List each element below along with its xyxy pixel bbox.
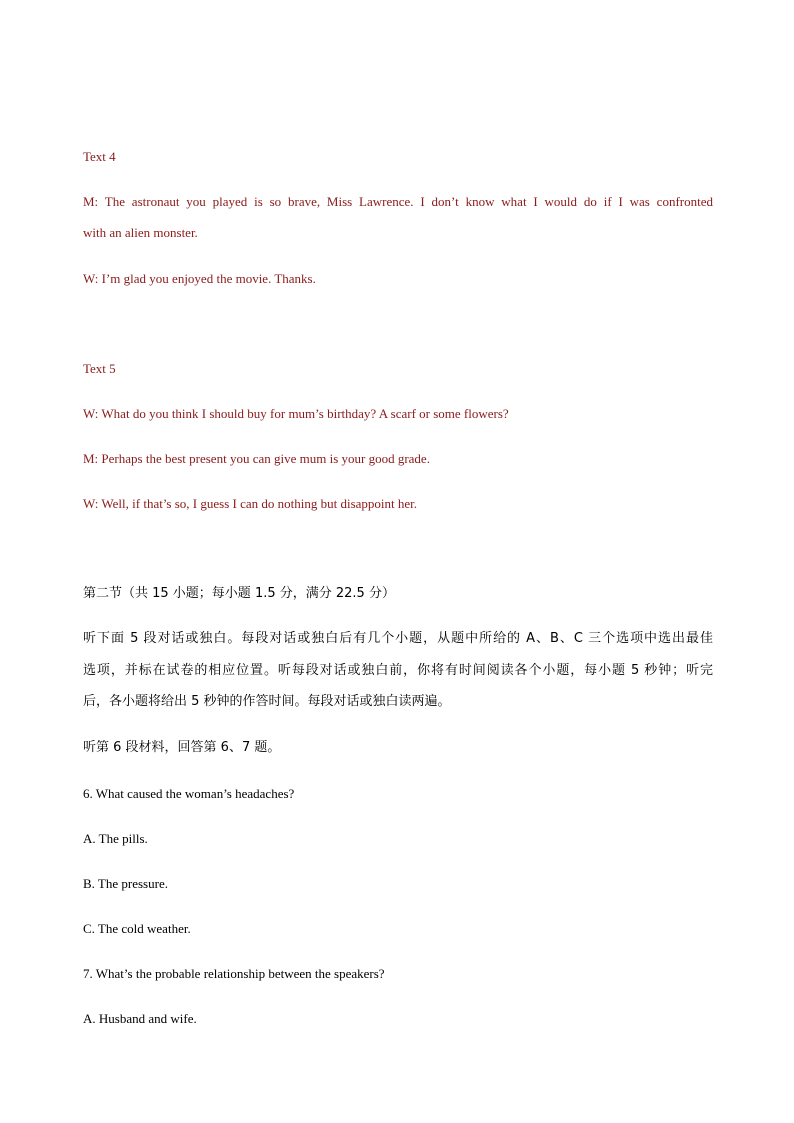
passage-intro: 听第 6 段材料，回答第 6、7 题。 — [83, 740, 281, 755]
question-7-stem: 7. What’s the probable relationship between the speakers? — [83, 966, 385, 981]
text5-man-line: M: Perhaps the best present you can give mum is your good grade. — [83, 451, 430, 466]
question-6-option-c: C. The cold weather. — [83, 921, 191, 936]
question-6-stem: 6. What caused the woman’s headaches? — [83, 786, 295, 801]
section2-instruction-line-3: 后，各小题将给出 5 秒钟的作答时间。每段对话或独白读两遍。 — [83, 694, 451, 709]
text5-heading: Text 5 — [83, 361, 116, 376]
text4-woman-line: W: I’m glad you enjoyed the movie. Thanks. — [83, 271, 316, 286]
text5-woman-line-1: W: What do you think I should buy for mum’s birthday? A scarf or some flowers? — [83, 406, 509, 421]
text4-man-line-1: M: The astronaut you played is so brave, Miss Lawrence. I don’t know what I would do if I was confronted — [83, 194, 713, 209]
section2-instruction-line-2: 选项，并标在试卷的相应位置。听每段对话或独白前，你将有时间阅读各个小题，每小题 5 秒钟；听完 — [83, 663, 713, 678]
question-6-option-b: B. The pressure. — [83, 876, 168, 891]
section2-title: 第二节（共 15 小题；每小题 1.5 分，满分 22.5 分） — [83, 586, 395, 601]
text5-woman-line-2: W: Well, if that’s so, I guess I can do nothing but disappoint her. — [83, 496, 418, 511]
question-6-option-a: A. The pills. — [83, 831, 148, 846]
text4-heading: Text 4 — [83, 149, 116, 164]
section2-instruction-line-1: 听下面 5 段对话或独白。每段对话或独白后有几个小题，从题中所给的 A、B、C 三个选项中选出最佳 — [83, 631, 713, 646]
question-7-option-a: A. Husband and wife. — [83, 1011, 197, 1026]
text4-man-line-2: with an alien monster. — [83, 225, 198, 240]
